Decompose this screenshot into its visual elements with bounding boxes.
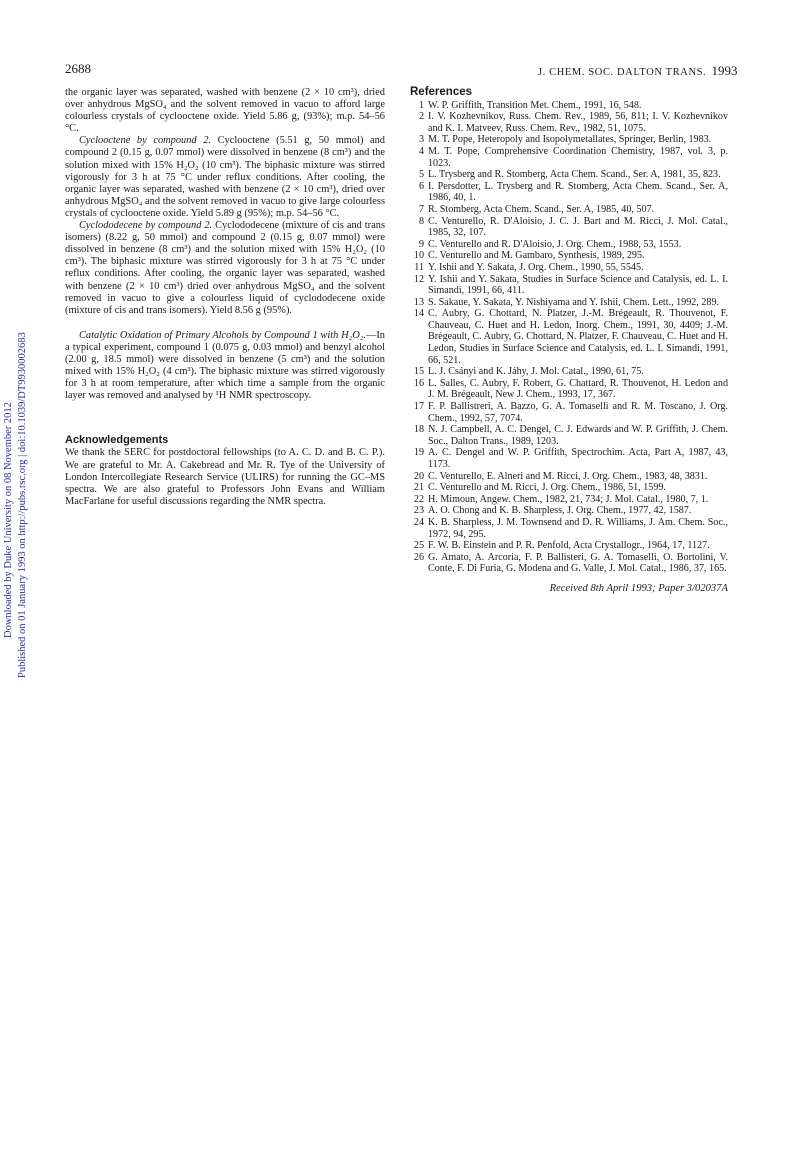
- reference-item: [410, 111, 728, 134]
- reference-number: 24: [413, 516, 424, 528]
- paragraph-title: Cyclododecene by compound 2.: [79, 220, 213, 232]
- reference-text: F. W. B. Einstein and P. R. Penfold, Acta Crystallogr., 1964, 17, 1127.: [428, 540, 710, 552]
- reference-number: 15: [413, 366, 424, 378]
- reference-item: [410, 552, 728, 575]
- reference-text: I. V. Kozhevnikov, Russ. Chem. Rev., 1989, 56, 811; I. V. Kozhevnikov and K. I. Matveev, Russ. Chem. Rev., 1982, 51, 1075.: [428, 111, 728, 134]
- reference-number: 13: [413, 296, 424, 308]
- reference-number: 12: [413, 273, 424, 285]
- reference-number: 9: [418, 238, 424, 250]
- reference-number: 4: [418, 145, 424, 157]
- reference-item: [410, 169, 728, 181]
- reference-number: 21: [413, 482, 424, 494]
- reference-item: [410, 494, 728, 506]
- page-number: 2688: [65, 61, 91, 76]
- reference-number: 19: [413, 447, 424, 459]
- reference-item: [410, 181, 728, 204]
- reference-number: 22: [413, 493, 424, 505]
- reference-item: [410, 297, 728, 309]
- reference-text: M. T. Pope, Comprehensive Coordination Chemistry, 1987, vol. 3, p. 1023.: [428, 145, 728, 169]
- paragraph-cyclooctene: [65, 135, 385, 220]
- acknowledgements-text: We thank the SERC for postdoctoral fellowships (to A. C. D. and B. C. P.). We are grateful to Mr. A. Cakebread and Mr. R. Tye of the University of London Intercollegiate Research Service (ULIRS) for running the GC–MS spectra. We are also grateful to Professors John Evans and William MacFarlane for useful discussions regarding the NMR spectra.: [65, 447, 385, 507]
- paragraph-body: —In a typical experiment, compound 1 (0.075 g, 0.03 mmol) and benzyl alcohol (2.00 g, 18.5 mmol) were dissolved in benzene (5 cm³) and the solution mixed with 15% H₂O₂ (4 cm³). The biphasic mixture was stirred vigorously for 3 h at room temperature, after which time a sample from the organic layer was removed and analysed by ¹H NMR spectroscopy.: [65, 329, 385, 402]
- journal-title: J. CHEM. SOC. DALTON TRANS.: [538, 67, 707, 78]
- reference-number: 20: [413, 470, 424, 482]
- reference-text: C. Venturello and R. D'Aloisio, J. Org. Chem., 1988, 53, 1553.: [428, 238, 682, 250]
- reference-item: [410, 239, 728, 251]
- reference-text: N. J. Campbell, A. C. Dengel, C. J. Edwards and W. P. Griffith, J. Chem. Soc., Dalton Trans., 1989, 1203.: [428, 424, 728, 447]
- reference-item: [410, 308, 728, 366]
- reference-item: [410, 250, 728, 262]
- reference-text: L. Trysberg and R. Stomberg, Acta Chem. Scand., Ser. A, 1981, 35, 823.: [428, 169, 721, 181]
- paragraph-alcohol-oxidation: [65, 330, 385, 403]
- reference-item: [410, 204, 728, 216]
- journal-year: 1993: [711, 63, 738, 78]
- paragraph-title: Catalytic Oxidation of Primary Alcohols by Compound 1 with H₂O₂.: [79, 329, 366, 341]
- reference-number: 5: [418, 169, 424, 181]
- reference-number: 25: [413, 540, 424, 552]
- reference-text: I. Persdotter, L. Trysberg and R. Stomberg, Acta Chem. Scand., Ser. A, 1986, 40, 1.: [428, 180, 728, 204]
- reference-text: S. Sakaue, Y. Sakata, Y. Nishiyama and Y. Ishii, Chem. Lett., 1992, 289.: [428, 296, 720, 308]
- reference-number: 11: [414, 261, 424, 273]
- reference-item: [410, 401, 728, 424]
- right-column: [410, 87, 728, 595]
- reference-item: [410, 482, 728, 494]
- reference-text: C. Venturello and M. Ricci, J. Org. Chem., 1986, 51, 1599.: [428, 482, 666, 494]
- reference-text: L. Salles, C. Aubry, F. Robert, G. Chattard, R. Thouvenot, H. Ledon and J. M. Brégeault, New J. Chem., 1993, 17, 367.: [428, 377, 728, 401]
- reference-number: 10: [413, 250, 424, 262]
- reference-item: [410, 274, 728, 297]
- reference-text: C. Venturello, R. D'Aloisio, J. C. J. Bart and M. Ricci, J. Mol. Catal., 1985, 32, 107.: [428, 215, 728, 239]
- reference-text: Y. Ishii and Y. Sakata, Studies in Surface Science and Catalysis, ed. L. I. Simandi, 1991, 66, 411.: [428, 273, 728, 297]
- publication-notice[interactable]: Published on 01 January 1993 on http://pubs.rsc.org | doi:10.1039/DT9930002683: [17, 332, 28, 678]
- reference-number: 26: [413, 551, 424, 563]
- journal-header: [538, 63, 738, 79]
- reference-item: [410, 366, 728, 378]
- reference-item: [410, 424, 728, 447]
- reference-item: [410, 146, 728, 169]
- received-line: Received 8th April 1993; Paper 3/02037A: [549, 582, 728, 594]
- left-column: [65, 87, 385, 508]
- reference-number: 1: [418, 99, 424, 111]
- paragraph-oxide-workup: the organic layer was separated, washed with benzene (2 × 10 cm³), dried over anhydrous MgSO₄ and the solvent removed in vacuo to afford large colourless crystals of cyclooctene oxide. Yield 5.86 g, (93%); m.p. 54–56 °C.: [65, 87, 385, 135]
- reference-text: C. Venturello, E. Alneri and M. Ricci, J. Org. Chem., 1983, 48, 3831.: [428, 470, 708, 482]
- reference-text: Y. Ishii and Y. Sakata, J. Org. Chem., 1990, 55, 5545.: [428, 261, 644, 273]
- references-list: [410, 100, 728, 575]
- reference-text: A. O. Chong and K. B. Sharpless, J. Org. Chem., 1977, 42, 1587.: [428, 505, 692, 517]
- reference-number: 14: [413, 308, 424, 320]
- acknowledgements-heading: Acknowledgements: [65, 434, 169, 447]
- reference-text: C. Venturello and M. Gambaro, Synthesis, 1989, 295.: [428, 250, 645, 262]
- reference-text: C. Aubry, G. Chottard, N. Platzer, J.-M. Brégeault, R. Thouvenot, F. Chauveau, C. Huet and H. Ledon, Inorg. Chem., 1991, 30, 4409; J.-M. Brégeault, C. Aubry, G. Chottard, N. Platzer, F. Chauveau, C. Huet and H. Ledon, Studies in Surface Science and Catalysis, ed. L. I. Simandi, 1991, 66, 521.: [428, 308, 728, 366]
- paragraph-title: Cyclooctene by compound 2.: [79, 135, 211, 147]
- download-notice[interactable]: Downloaded by Duke University on 08 November 2012: [3, 402, 14, 638]
- reference-number: 2: [418, 111, 424, 123]
- reference-number: 16: [413, 377, 424, 389]
- reference-item: [410, 134, 728, 146]
- reference-item: [410, 262, 728, 274]
- reference-item: [410, 100, 728, 112]
- reference-item: [410, 471, 728, 483]
- reference-number: 3: [418, 134, 424, 146]
- reference-text: W. P. Griffith, Transition Met. Chem., 1991, 16, 548.: [428, 99, 642, 111]
- paragraph-body: Cyclooctene (5.51 g, 50 mmol) and compound 2 (0.15 g, 0.07 mmol) were dissolved in benzene (8 cm³) and the solution mixed with 15% H₂O₂ (10 cm³). The biphasic mixture was stirred vigorously for 3 h at 75 °C under reflux conditions. After cooling, the organic layer was separated, washed with benzene (2 × 10 cm³), dried over anhydrous MgSO₄ and the solvent removed in vacuo to give large colourless crystals of cyclooctene oxide. Yield 5.89 g (95%); m.p. 54–56 °C.: [65, 135, 385, 219]
- reference-text: M. T. Pope, Heteropoly and Isopolymetallates, Springer, Berlin, 1983.: [428, 134, 712, 146]
- reference-item: [410, 378, 728, 401]
- reference-text: A. C. Dengel and W. P. Griffith, Spectrochim. Acta, Part A, 1987, 43, 1173.: [428, 447, 728, 470]
- references-heading: References: [410, 86, 473, 98]
- paragraph-body: Cyclododecene (mixture of cis and trans isomers) (8.22 g, 50 mmol) and compound 2 (0.15 g, 0.07 mmol) were dissolved in benzene (8 cm³) and the solution mixed with 15% H₂O₂ (10 cm³). The biphasic mixture was stirred vigorously for 3 h at 75 °C under reflux conditions. After cooling, the organic layer was separated, washed with benzene (2 × 10 cm³) dried over anhydrous MgSO₄ and the solvent removed in vacuo to give a colourless liquid of cyclododecene oxide (mixture of cis and trans isomers). Yield 8.56 g (95%).: [65, 220, 385, 316]
- reference-item: [410, 505, 728, 517]
- reference-item: [410, 216, 728, 239]
- reference-item: [410, 517, 728, 540]
- reference-number: 17: [413, 401, 424, 413]
- reference-text: F. P. Ballistreri, A. Bazzo, G. A. Tomaselli and R. M. Toscano, J. Org. Chem., 1992, 57, 7074.: [428, 401, 728, 424]
- reference-number: 6: [418, 180, 424, 192]
- download-sidebar: [0, 0, 40, 1155]
- paragraph-cyclododecene: [65, 220, 385, 317]
- reference-item: [410, 447, 728, 470]
- reference-number: 23: [413, 505, 424, 517]
- reference-number: 7: [418, 203, 424, 215]
- reference-text: R. Stomberg, Acta Chem. Scand., Ser. A, 1985, 40, 507.: [428, 203, 655, 215]
- reference-number: 8: [418, 215, 424, 227]
- reference-item: [410, 540, 728, 552]
- reference-number: 18: [413, 424, 424, 436]
- reference-text: G. Amato, A. Arcoria, F. P. Ballisteri, G. A. Tomaselli, O. Bortolini, V. Conte, F. Di Furia, G. Modena and G. Valle, J. Mol. Catal., 1986, 37, 165.: [428, 551, 728, 575]
- reference-text: H. Mimoun, Angew. Chem., 1982, 21, 734; J. Mol. Catal., 1980, 7, 1.: [428, 493, 709, 505]
- reference-text: K. B. Sharpless, J. M. Townsend and D. R. Williams, J. Am. Chem. Soc., 1972, 94, 295.: [428, 516, 728, 540]
- reference-text: L. J. Csányi and K. Jáhy, J. Mol. Catal., 1990, 61, 75.: [428, 366, 644, 378]
